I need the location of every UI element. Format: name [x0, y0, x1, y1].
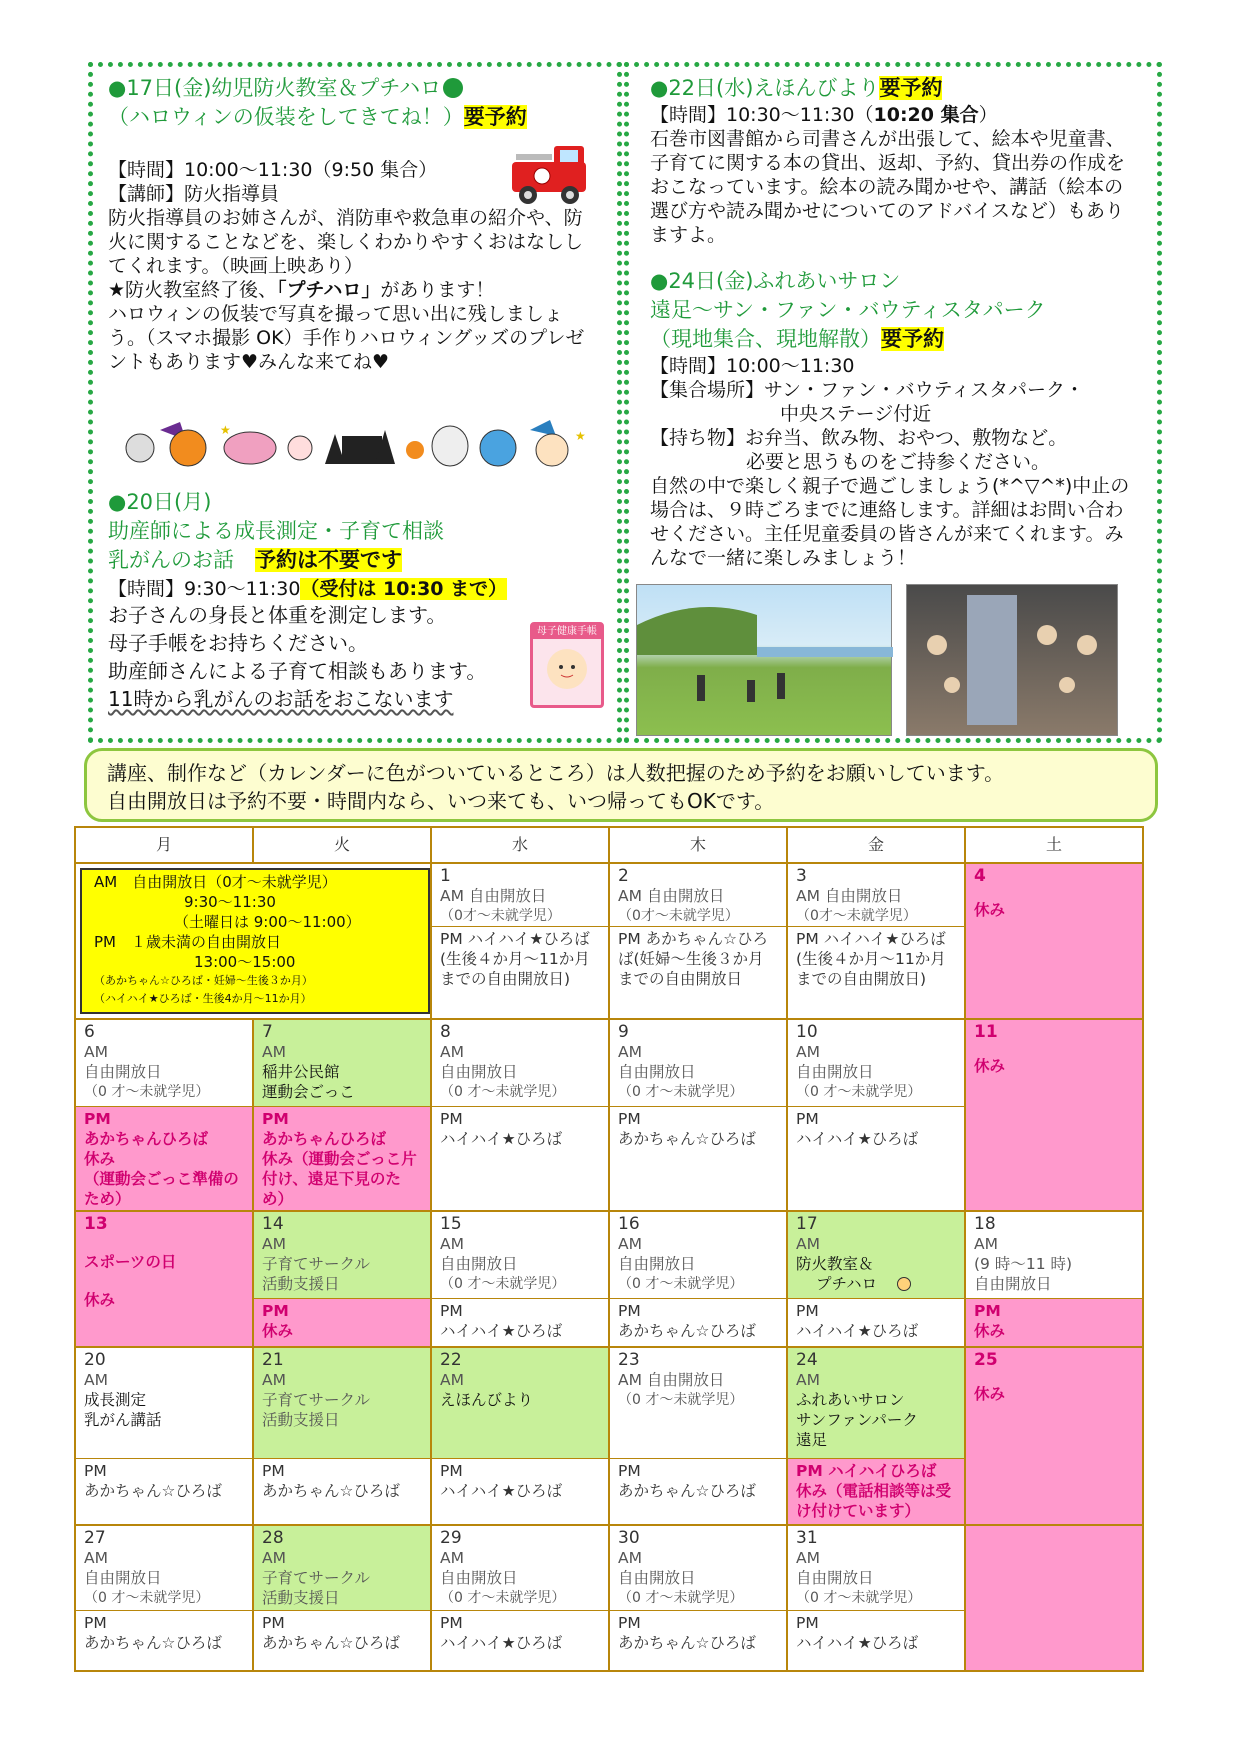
handbook-label: 母子健康手帳 [533, 625, 601, 639]
free-label: 自由開放日 [618, 1255, 696, 1273]
pm-label: PM ハイハイ★ひろば(生後４か月～11か月までの自由開放日) [432, 926, 608, 991]
free-label: 自由開放日 [618, 1569, 696, 1587]
pm-label: PM [618, 1302, 641, 1320]
day-number: 20 [84, 1350, 106, 1370]
pm-event: あかちゃん☆ひろば [262, 1482, 400, 1500]
am-label: AM [796, 1043, 820, 1061]
rest-label: 休み [974, 901, 1006, 919]
age-label: （0 才～未就学児） [84, 1084, 210, 1100]
ev24-bring2: 必要と思うものをご持参ください。 [746, 451, 1051, 473]
day-number: 17 [796, 1214, 818, 1234]
am-block [610, 1526, 786, 1610]
ev20-reception: （受付は 10:30 まで） [300, 578, 508, 600]
day-11 [965, 1019, 1143, 1211]
ev22-gather: 10:20 集合 [873, 104, 979, 126]
calendar [74, 826, 1144, 1672]
am-event: 運動会ごっこ [262, 1083, 355, 1101]
age-label: （0 才～未就学児） [440, 1590, 566, 1606]
day-27 [75, 1525, 253, 1671]
am-event2: 乳がん講話 [84, 1411, 162, 1429]
day-number: 24 [796, 1350, 818, 1370]
free-label: 自由開放日 [796, 1569, 874, 1587]
ev20-line3: 助産師さんによる子育て相談もあります。 [108, 659, 487, 683]
age-label: （0才～未就学児） [796, 908, 917, 924]
am-label: AM [974, 1235, 998, 1253]
am-label: AM 自由開放日 [618, 887, 725, 905]
pm-event: ハイハイ★ひろば [796, 1322, 919, 1340]
free-label: 自由開放日 [84, 1063, 162, 1081]
day-number: 25 [974, 1350, 998, 1370]
pm-event: ハイハイ★ひろば [440, 1322, 563, 1340]
am-block [254, 1212, 430, 1298]
fire-truck-icon [510, 140, 590, 206]
am-label: AM [84, 1371, 108, 1389]
day-6 [75, 1019, 253, 1211]
pm-event: あかちゃん☆ひろば [618, 1322, 756, 1340]
right-events [650, 74, 1150, 570]
free-label: 自由開放日 [796, 1063, 874, 1081]
pm-block [610, 1106, 786, 1151]
am-event: 防火教室＆ [796, 1255, 874, 1273]
am-label: AM [262, 1549, 286, 1567]
header-sat: 土 [965, 827, 1143, 863]
day-number: 30 [618, 1528, 640, 1548]
ev24-bring: 【持ち物】お弁当、飲み物、おやつ、敷物など。 [650, 427, 1068, 449]
rest-label: 休み [974, 1057, 1006, 1075]
pm-rest: 休み（運動会ごっこ片付け、遠足下見のため） [262, 1150, 417, 1208]
pm-block [254, 1610, 430, 1655]
svg-text:★: ★ [575, 429, 586, 443]
holiday-label: スポーツの日 [84, 1253, 177, 1271]
rest-label: 休み [974, 1385, 1006, 1403]
info-pm: PM １歳未満の自由開放日 [94, 933, 281, 951]
free-label: 自由開放日 [84, 1569, 162, 1587]
day-16 [609, 1211, 787, 1347]
day-2 [609, 863, 787, 1019]
am-block [788, 1212, 964, 1298]
am-label: AM [262, 1371, 286, 1389]
ev17-star-end: があります！ [380, 279, 495, 301]
day-number: 29 [440, 1528, 462, 1548]
day-number: 18 [974, 1214, 996, 1234]
pm-block [432, 1458, 608, 1503]
day-23 [609, 1347, 787, 1525]
ev24-reservation: 要予約 [881, 327, 944, 351]
pm-label: PM ハイハイ★ひろば(生後４か月～11か月までの自由開放日) [788, 926, 964, 991]
pm-label: PM ハイハイひろば [796, 1462, 937, 1480]
am-place: 稲井公民館 [262, 1063, 340, 1081]
ev20-line2: 母子手帳をお持ちください。 [108, 631, 368, 655]
day-number: 3 [796, 866, 807, 886]
pm-akachan: あかちゃんひろば [262, 1130, 387, 1148]
pm-block [610, 1298, 786, 1343]
age-label: （0才～未就学児） [618, 908, 739, 924]
rest-label: 休み [84, 1291, 116, 1309]
ev20-time: 【時間】9:30～11:30 [108, 578, 301, 600]
day-15 [431, 1211, 609, 1347]
day-30 [609, 1525, 787, 1671]
pm-rest: 休み [262, 1322, 294, 1340]
pm-block [788, 1106, 964, 1151]
am-label: AM [440, 1235, 464, 1253]
age-label: （0 才～未就学児） [796, 1590, 922, 1606]
ev24-place: 【集合場所】サン・ファン・バウティスタパーク・ [650, 379, 1084, 401]
pm-label: PM [440, 1462, 463, 1480]
am-label: AM [618, 1043, 642, 1061]
pm-event: あかちゃん☆ひろば [618, 1482, 756, 1500]
day-number: 15 [440, 1214, 462, 1234]
am-label: AM 自由開放日 [440, 887, 547, 905]
circle-label: 子育てサークル [262, 1391, 371, 1409]
pm-rest: 休み（電話相談等は受け付けています） [796, 1482, 952, 1520]
free-label: 自由開放日 [440, 1255, 518, 1273]
pm-block [610, 1458, 786, 1503]
day-number: 28 [262, 1528, 284, 1548]
ev17-title: ●17日(金)幼児防火教室＆プチハロ [108, 74, 608, 103]
ev17-lecturer: 【講師】防火指導員 [108, 183, 280, 205]
svg-text:★: ★ [220, 423, 231, 437]
support-label: 活動支援日 [262, 1411, 340, 1429]
pm-event: ハイハイ★ひろば [440, 1130, 563, 1148]
info-pm-hours: 13:00～15:00 [194, 953, 296, 971]
am-label: AM [796, 1235, 820, 1253]
am-label: AM 自由開放日 [796, 887, 903, 905]
day-number: 31 [796, 1528, 818, 1548]
ev24-body: 自然の中で楽しく親子で過ごしましょう(*^▽^*)中止の場合は、９時ごろまでに連絡します。詳細はお問い合わせください。主任児童委員の皆さんが来てくれます。みんなで一緒に楽しみましょう！ [650, 475, 1130, 569]
day-number: 11 [974, 1022, 998, 1042]
notice-line1: 講座、制作など（カレンダーに色がついているところ）は人数把握のため予約をお願いしています。 [107, 761, 1005, 785]
header-tue: 火 [253, 827, 431, 863]
ev24-place2: 中央ステージ付近 [780, 403, 932, 425]
pm-block [254, 1458, 430, 1503]
pm-label: PM [262, 1462, 285, 1480]
pm-event: ハイハイ★ひろば [440, 1634, 563, 1652]
day-number: 8 [440, 1022, 451, 1042]
pm-event: あかちゃん☆ひろば [618, 1634, 756, 1652]
info-am-hours: 9:30～11:30 [184, 893, 276, 911]
am-block [76, 1526, 252, 1610]
left-events [108, 74, 608, 374]
am-block [432, 1212, 608, 1298]
pm-label: PM [262, 1302, 289, 1320]
pm-event: あかちゃん☆ひろば [262, 1634, 400, 1652]
pm-label: PM [796, 1614, 819, 1632]
day-number: 9 [618, 1022, 629, 1042]
free-label: 自由開放日 [440, 1569, 518, 1587]
am-event: えほんびより [440, 1391, 534, 1409]
ev20-title: ●20日(月) [108, 490, 212, 514]
day-number: 21 [262, 1350, 284, 1370]
notice-line2: 自由開放日は予約不要・時間内なら、いつ来ても、いつ帰ってもOKです。 [107, 789, 775, 813]
am-excursion: 遠足 [796, 1431, 828, 1449]
pm-block [432, 1298, 608, 1343]
group-photo [906, 584, 1118, 736]
ev24-subtitle1: 遠足～サン・ファン・バウティスタパーク [650, 298, 1046, 322]
age-label: （0 才～未就学児） [618, 1276, 744, 1292]
ev17-body1: 防火指導員のお姉さんが、消防車や救急車の紹介や、防火に関することなどを、楽しくわかりやすくおはなししてくれます。（映画上映あり） [108, 207, 584, 277]
age-label: （0 才～未就学児） [618, 1392, 744, 1408]
am-label: AM [262, 1235, 286, 1253]
free-label: 自由開放日 [618, 1063, 696, 1081]
pm-block [966, 1298, 1142, 1346]
pm-reason: （運動会ごっこ準備のため） [84, 1170, 239, 1208]
reservation-notice [84, 748, 1158, 822]
am-block [254, 1020, 430, 1106]
pm-label: PM [618, 1110, 641, 1128]
ev24-title: ●24日(金)ふれあいサロン [650, 269, 901, 293]
pm-block [76, 1610, 252, 1655]
day-number: 1 [440, 866, 451, 886]
am-block [76, 1348, 252, 1458]
ev22-body: 石巻市図書館から司書さんが出張して、絵本や児童書、子育てに関する本の貸出、返却、予約、貸出券の作成をおこなっています。絵本の読み聞かせや、講話（絵本の選び方や読み聞かせについてのアドバイスなど）もありますよ。 [650, 128, 1126, 246]
am-block [432, 1020, 608, 1106]
day-number: 10 [796, 1022, 818, 1042]
day-1 [431, 863, 609, 1019]
ev24-time: 【時間】10:00～11:30 [650, 355, 855, 377]
pm-event: あかちゃん☆ひろば [84, 1634, 222, 1652]
am-event2 [796, 1274, 956, 1294]
ev22-time: 【時間】10:30～11:30（ [650, 104, 874, 126]
am-label: AM [440, 1371, 464, 1389]
ev20-subtitle2: 乳がんのお話 [108, 548, 234, 572]
header-fri: 金 [787, 827, 965, 863]
day-31 [787, 1525, 965, 1671]
am-label: AM [440, 1549, 464, 1567]
ev20-reservation: 予約は不要です [255, 548, 402, 572]
header-wed: 水 [431, 827, 609, 863]
am-block [432, 1526, 608, 1610]
day-4 [965, 863, 1143, 1019]
empty-sat [965, 1525, 1143, 1671]
day-13 [75, 1211, 253, 1347]
am-label: AM [618, 1549, 642, 1567]
pm-akachan: あかちゃんひろば [84, 1130, 209, 1148]
am-block [610, 1020, 786, 1106]
support-label: 活動支援日 [262, 1589, 340, 1607]
day-number: 2 [618, 866, 629, 886]
age-label: （0 才～未就学児） [618, 1084, 744, 1100]
pm-event: ハイハイ★ひろば [796, 1634, 919, 1652]
support-label: 活動支援日 [262, 1275, 340, 1293]
day-3 [787, 863, 965, 1019]
day-24 [787, 1347, 965, 1525]
pm-block [76, 1106, 252, 1210]
day-22 [431, 1347, 609, 1525]
day-25 [965, 1347, 1143, 1525]
am-event: 成長測定 [84, 1391, 147, 1409]
ev20-line4: 11時から乳がんのお話をおこないます [108, 687, 454, 711]
day-number: 27 [84, 1528, 106, 1548]
am-block [788, 1348, 964, 1458]
pm-rest: 休み [974, 1322, 1006, 1340]
free-label: 自由開放日 [440, 1063, 518, 1081]
ev20-line1: お子さんの身長と体重を測定します。 [108, 603, 447, 627]
age-label: （0 才～未就学児） [618, 1590, 744, 1606]
day-14 [253, 1211, 431, 1347]
ev22-time-end: ） [978, 104, 998, 126]
day-21 [253, 1347, 431, 1525]
day-10 [787, 1019, 965, 1211]
day-number: 4 [974, 866, 986, 886]
pm-label: PM [84, 1110, 111, 1128]
pm-block [788, 1458, 964, 1524]
pm-block [788, 1298, 964, 1343]
pm-label: PM [440, 1302, 463, 1320]
pumpkin-icon [443, 78, 463, 98]
am-label: AM [796, 1371, 820, 1389]
day-7 [253, 1019, 431, 1211]
pm-label: PM [440, 1110, 463, 1128]
am-label: AM [84, 1549, 108, 1567]
am-block [788, 1526, 964, 1610]
am-place: サンファンパーク [796, 1411, 918, 1429]
pm-label: PM [618, 1614, 641, 1632]
maternal-handbook-icon [530, 622, 604, 708]
pm-label: PM [84, 1614, 107, 1632]
am-block [254, 1526, 430, 1610]
pm-label: PM [974, 1302, 1001, 1320]
age-label: （0 才～未就学児） [84, 1590, 210, 1606]
am-block [254, 1348, 430, 1458]
day-29 [431, 1525, 609, 1671]
pm-label: PM [262, 1110, 289, 1128]
am-label: AM [262, 1043, 286, 1061]
ev17-subtitle: （ハロウィンの仮装をしてきてね！） [108, 105, 464, 129]
header-mon: 月 [75, 827, 253, 863]
day-number: 23 [618, 1350, 640, 1370]
day-9 [609, 1019, 787, 1211]
pumpkin-icon [897, 1277, 911, 1291]
am-block [432, 1348, 608, 1458]
pm-label: PM [618, 1462, 641, 1480]
pm-event: ハイハイ★ひろば [796, 1130, 919, 1148]
pm-event: あかちゃん☆ひろば [618, 1130, 756, 1148]
pm-block [610, 1610, 786, 1655]
info-akachan: （あかちゃん☆ひろば・妊婦～生後３か月） [94, 974, 313, 987]
am-event: ふれあいサロン [796, 1391, 905, 1409]
pm-block [432, 1106, 608, 1151]
circle-label: 子育てサークル [262, 1255, 371, 1273]
age-label: （0 才～未就学児） [440, 1084, 566, 1100]
pm-label: PM [440, 1614, 463, 1632]
hours-info [80, 868, 430, 1014]
info-sat-hours: （土曜日は 9:00～11:00） [174, 913, 361, 931]
pm-label: PM あかちゃん☆ひろば(妊婦～生後３か月までの自由開放日 [610, 926, 786, 991]
ev24-subtitle2: （現地集合、現地解散） [650, 327, 881, 351]
am-label: AM [618, 1235, 642, 1253]
pm-block [432, 1610, 608, 1655]
info-haihai: （ハイハイ★ひろば・生後4か月～11か月） [94, 992, 312, 1005]
puchiharo-label: プチハロ [816, 1275, 878, 1293]
day-number: 14 [262, 1214, 284, 1234]
am-label: AM 自由開放日 [618, 1371, 725, 1389]
am-label: AM [796, 1549, 820, 1567]
pm-label: PM [84, 1462, 107, 1480]
pm-rest: 休み [84, 1150, 116, 1168]
pm-label: PM [262, 1614, 285, 1632]
pm-block [76, 1458, 252, 1503]
am-block [966, 1212, 1142, 1298]
age-label: （0 才～未就学児） [796, 1084, 922, 1100]
day-number: 22 [440, 1350, 462, 1370]
day-20 [75, 1347, 253, 1525]
park-photo [636, 584, 892, 736]
ev17-reservation: 要予約 [463, 105, 527, 129]
circle-label: 子育てサークル [262, 1569, 371, 1587]
ev22-reservation: 要予約 [879, 76, 943, 100]
day-number: 6 [84, 1022, 95, 1042]
am-label: AM [440, 1043, 464, 1061]
ev17-star: ★防火教室終了後、 [108, 279, 278, 301]
ev17-body2: ハロウィンの仮装で写真を撮って思い出に残しましょう。（スマホ撮影 OK）手作りハロウィングッズのプレゼントもあります♥みんな来てね♥ [108, 303, 585, 373]
day-28 [253, 1525, 431, 1671]
pm-event: ハイハイ★ひろば [440, 1482, 563, 1500]
age-label: （0才～未就学児） [440, 908, 561, 924]
free-label: 自由開放日 [974, 1275, 1052, 1293]
pm-block [254, 1298, 430, 1346]
am-block [76, 1020, 252, 1106]
am-block [788, 1020, 964, 1106]
info-am: AM 自由開放日（0才～未就学児） [94, 873, 337, 891]
am-block [610, 1212, 786, 1298]
am-label: AM [84, 1043, 108, 1061]
ev17-time: 【時間】10:00～11:30（9:50 集合） [108, 159, 438, 181]
halloween-decoration [120, 420, 590, 468]
pm-label: PM [796, 1110, 819, 1128]
age-label: （0 才～未就学児） [440, 1276, 566, 1292]
ev22-title: ●22日(水)えほんびより [650, 76, 880, 100]
day-number: 7 [262, 1022, 273, 1042]
day-18 [965, 1211, 1143, 1347]
day-number: 13 [84, 1214, 108, 1234]
pm-block [788, 1610, 964, 1655]
info-cell [75, 863, 431, 1019]
pm-event: あかちゃん☆ひろば [84, 1482, 222, 1500]
pm-label: PM [796, 1302, 819, 1320]
pm-block [254, 1106, 430, 1210]
day-number: 16 [618, 1214, 640, 1234]
am-block [610, 1348, 786, 1458]
day-8 [431, 1019, 609, 1211]
day-17 [787, 1211, 965, 1347]
header-thu: 木 [609, 827, 787, 863]
am-hours: (9 時～11 時) [974, 1255, 1073, 1273]
ev17-puchiharo: 「プチハロ」 [277, 279, 381, 301]
ev20-subtitle1: 助産師による成長測定・子育て相談 [108, 519, 444, 543]
